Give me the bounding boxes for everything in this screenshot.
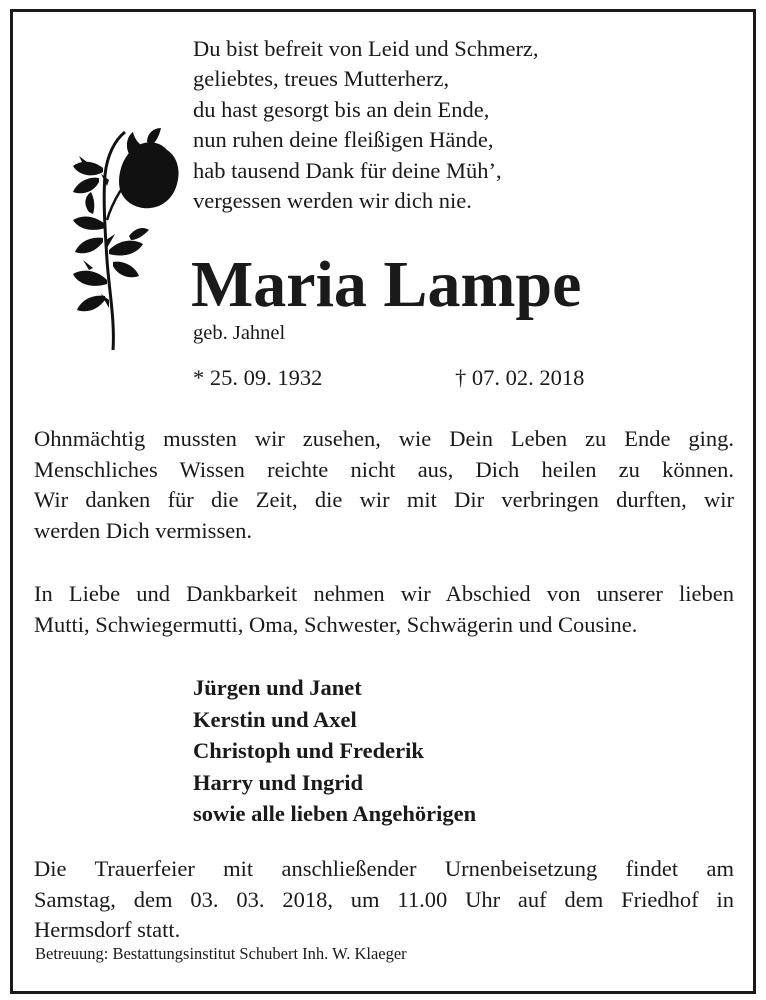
poem-line: nun ruhen deine fleißigen Hände, [193,127,494,153]
poem [193,34,539,216]
poem-line: vergessen werden wir dich nie. [193,188,472,214]
paragraph-line: Samstag, dem 03. 03. 2018, um 11.00 Uhr auf dem Friedhof in [34,886,734,912]
paragraph-line: Mutti, Schwiegermutti, Oma, Schwester, Schwägerin und Cousine. [34,611,638,637]
death-date: † 07. 02. 2018 [455,365,585,390]
mourner-entry: Christoph und Frederik [193,738,424,763]
mourners-list [193,672,476,830]
paragraph-line: In Liebe und Dankbarkeit nehmen wir Abschied von unserer lieben [34,581,734,606]
funeral-home-credit: Betreuung: Bestattungsinstitut Schubert Inh. W. Klaeger [35,944,407,963]
birth-name: geb. Jahnel [193,322,286,344]
poem-line: hab tausend Dank für deine Müh’, [193,157,502,183]
gratitude-paragraph [34,579,734,640]
paragraph-line: Menschliches Wissen reichte nicht aus, Dich heilen zu können. [34,456,734,482]
paragraph-line: Die Trauerfeier mit anschließender Urnenbeisetzung findet am [34,856,734,881]
birth-date: * 25. 09. 1932 [193,365,323,390]
paragraph-line: Hermsdorf statt. [34,917,181,942]
poem-line: geliebtes, treues Mutterherz, [193,66,450,92]
mourner-entry: Harry und Ingrid [193,769,364,795]
paragraph-line: werden Dich vermissen. [34,517,253,543]
rose-icon [43,120,185,352]
deceased-name: Maria Lampe [191,248,582,321]
farewell-paragraph [34,424,734,546]
mourner-entry: sowie alle lieben Angehörigen [193,801,477,826]
obituary-card [10,9,756,994]
funeral-info-paragraph [34,854,734,946]
mourner-entry: Jürgen und Janet [193,675,362,700]
paragraph-line: Wir danken für die Zeit, die wir mit Dir verbringen durften, wir [34,487,734,512]
paragraph-line: Ohnmächtig mussten wir zusehen, wie Dein Leben zu Ende ging. [34,426,734,451]
poem-line: Du bist befreit von Leid und Schmerz, [193,36,539,61]
poem-line: du hast gesorgt bis an dein Ende, [193,96,490,122]
mourner-entry: Kerstin und Axel [193,706,357,732]
